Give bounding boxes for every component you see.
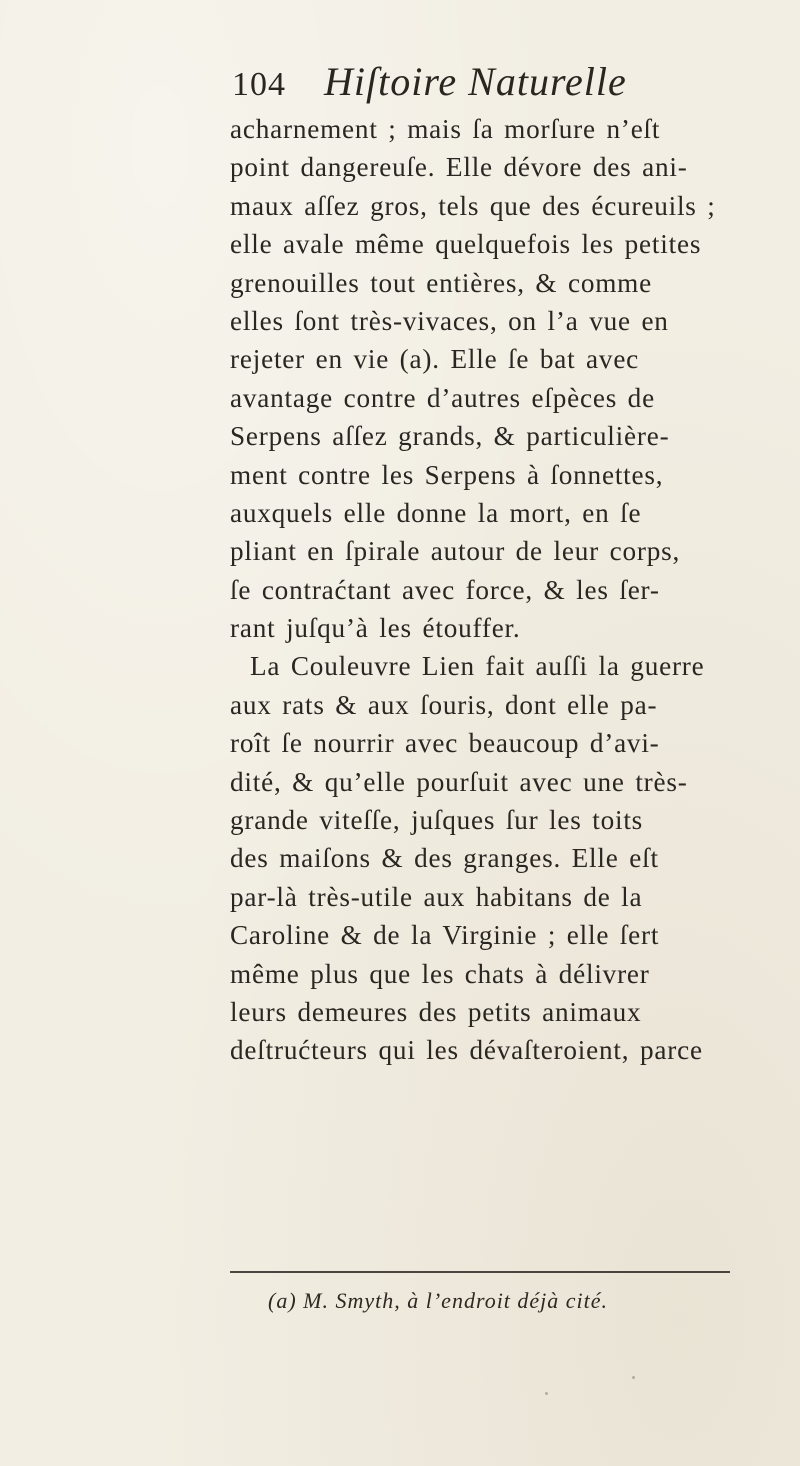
text-line: des maiſons & des granges. Elle eſt	[230, 843, 659, 874]
text-line: elle avale même quelquefois les petites	[230, 229, 702, 260]
page-number: 104	[232, 66, 286, 103]
text-line: ſe contraćtant avec force, & les ſer-	[230, 574, 660, 605]
text-line: deſtrućteurs qui les dévaſteroient, parce	[230, 1035, 703, 1066]
text-line: même plus que les chats à délivrer	[230, 958, 650, 989]
text-line: par-là très-utile aux habitans de la	[230, 881, 643, 912]
text-line: grenouilles tout entières, & comme	[230, 267, 652, 298]
text-line: rejeter en vie (a). Elle ſe bat avec	[230, 344, 640, 375]
text-line: avantage contre d’autres eſpèces de	[230, 382, 655, 413]
text-line: elles ſont très-vivaces, on l’a vue en	[230, 305, 669, 336]
text-line: maux aſſez gros, tels que des écureuils ;	[230, 190, 716, 221]
text-line: roît ſe nourrir avec beaucoup d’avi-	[230, 728, 660, 759]
paragraph-start-line: La Couleuvre Lien fait auſſi la guerre	[250, 651, 705, 682]
footnote: (a) M. Smyth, à l’endroit déjà cité.	[268, 1288, 609, 1313]
text-line: rant juſqu’à les étouffer.	[230, 613, 521, 644]
text-line: auxquels elle donne la mort, en ſe	[230, 497, 642, 528]
text-line: grande viteſſe, juſques ſur les toits	[230, 805, 644, 836]
text-line: Caroline & de la Virginie ; elle ſert	[230, 920, 660, 951]
text-line: acharnement ; mais ſa morſure n’eſt	[230, 114, 661, 144]
text-line: point dangereuſe. Elle dévore des ani-	[230, 152, 688, 183]
text-line: dité, & qu’elle pourſuit avec une très-	[230, 766, 688, 797]
body-text	[230, 110, 730, 1070]
paper-speck	[545, 1392, 548, 1395]
text-line: aux rats & aux ſouris, dont elle pa-	[230, 689, 658, 720]
text-line: leurs demeures des petits animaux	[230, 996, 642, 1027]
page-header	[232, 58, 627, 110]
text-line: ment contre les Serpens à ſonnettes,	[230, 459, 664, 490]
text-line: pliant en ſpirale autour de leur corps,	[230, 536, 681, 567]
running-title: Hiſtoire Naturelle	[324, 59, 627, 104]
footnote-divider	[230, 1271, 730, 1273]
text-line: Serpens aſſez grands, & particulière-	[230, 421, 670, 452]
paper-speck	[632, 1376, 635, 1379]
